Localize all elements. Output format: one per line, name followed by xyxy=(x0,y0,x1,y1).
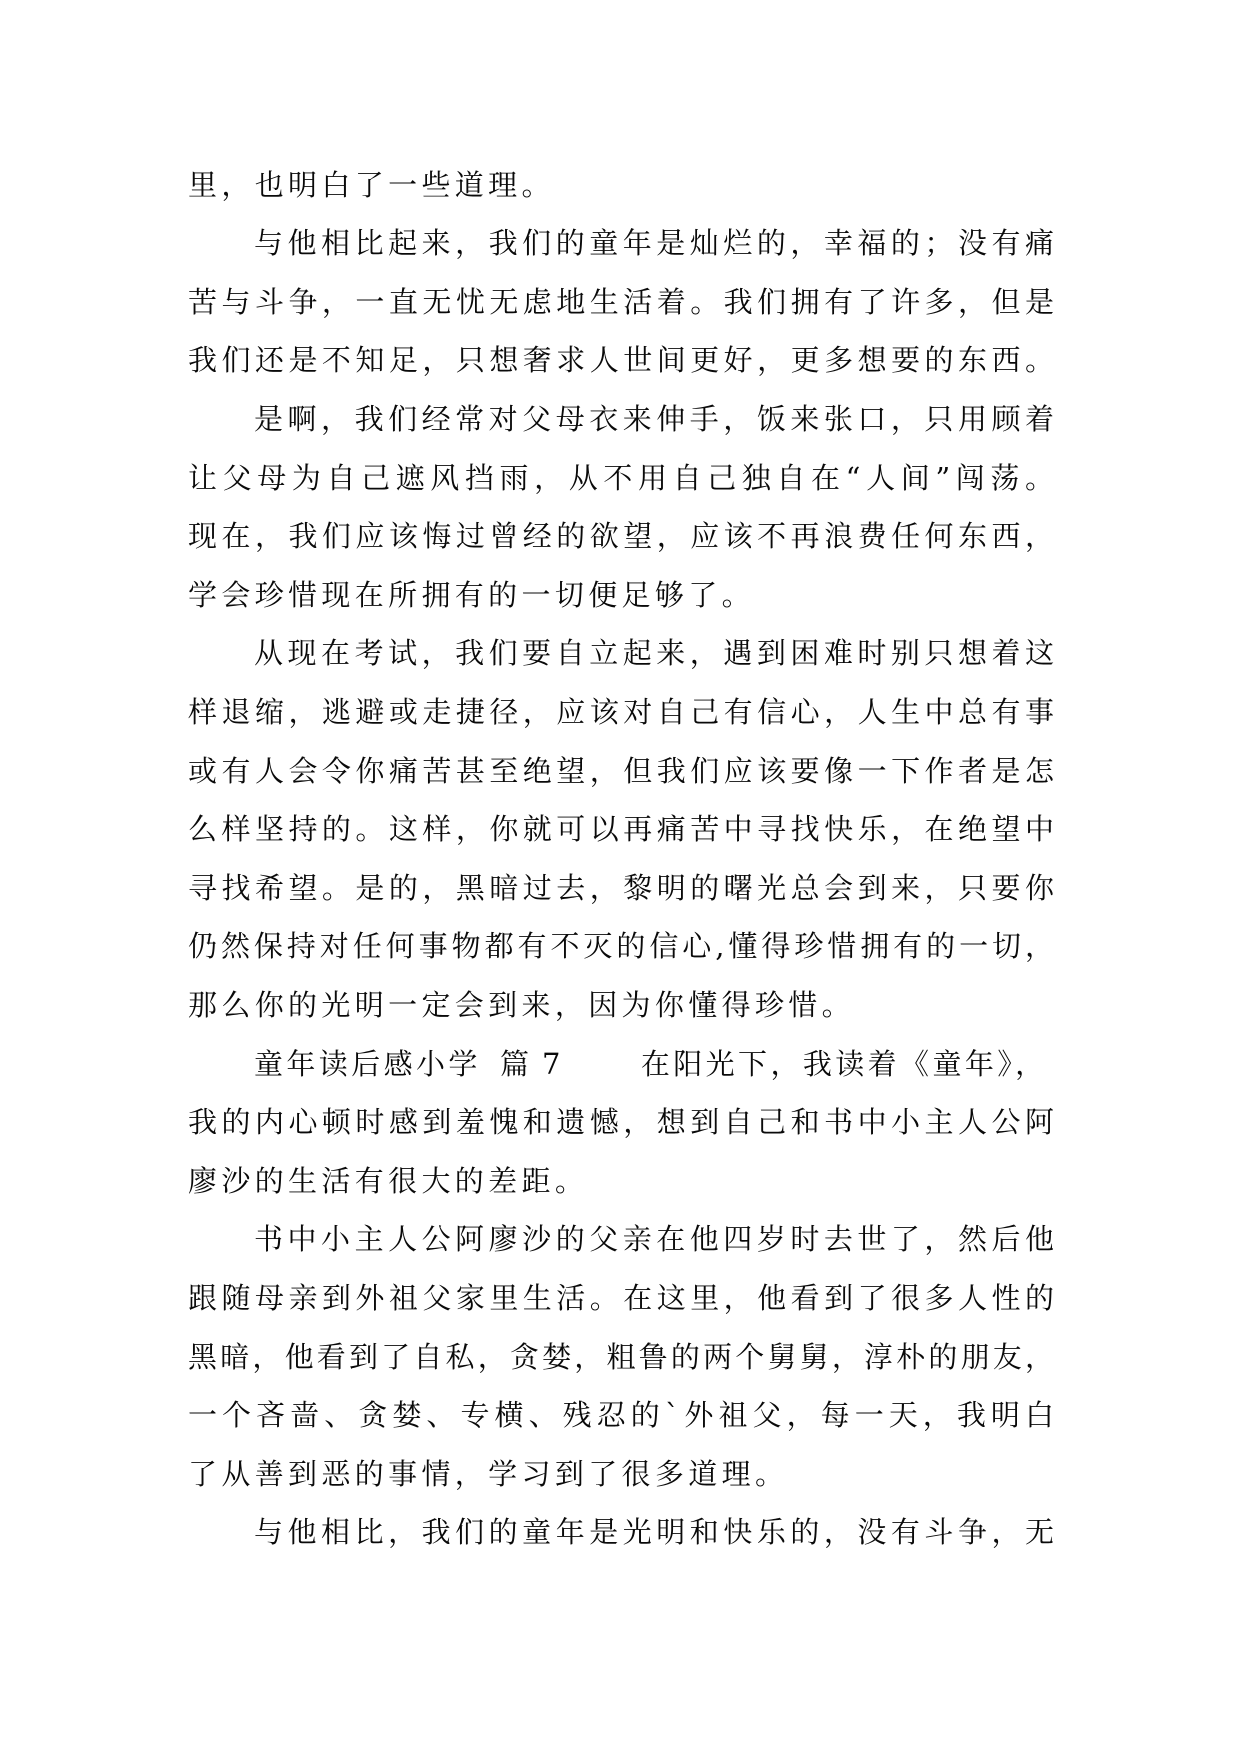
text-line: 廖沙的生活有很大的差距。 xyxy=(188,1163,589,1198)
text-line: 么样坚持的。这样，你就可以再痛苦中寻找快乐，在绝望中 xyxy=(188,812,1055,847)
text-line: 从现在考试，我们要自立起来，遇到困难时别只想着这 xyxy=(254,636,1055,671)
text-line: 一个吝啬、贪婪、专横、残忍的`外祖父，每一天，我明白 xyxy=(188,1398,1055,1433)
text-line: 寻找希望。是的，黑暗过去，黎明的曙光总会到来，只要你 xyxy=(188,870,1055,905)
text-line: 里，也明白了一些道理。 xyxy=(188,167,555,202)
text-line: 那么你的光明一定会到来，因为你懂得珍惜。 xyxy=(188,987,856,1022)
text-line: 跟随母亲到外祖父家里生活。在这里，他看到了很多人性的 xyxy=(188,1280,1055,1315)
text-line: 与他相比起来，我们的童年是灿烂的，幸福的；没有痛 xyxy=(254,226,1055,261)
text-line: 仍然保持对任何事物都有不灭的信心,懂得珍惜拥有的一切， xyxy=(188,929,1055,964)
text-line: 学会珍惜现在所拥有的一切便足够了。 xyxy=(188,577,755,612)
text-line: 我的内心顿时感到羞愧和遗憾，想到自己和书中小主人公阿 xyxy=(188,1105,1055,1140)
text-line: 书中小主人公阿廖沙的父亲在他四岁时去世了，然后他 xyxy=(254,1222,1055,1257)
text-line: 了从善到恶的事情，学习到了很多道理。 xyxy=(188,1456,789,1491)
text-line: 让父母为自己遮风挡雨，从不用自己独自在“人间”闯荡。 xyxy=(188,460,1055,495)
text-line: 苦与斗争，一直无忧无虑地生活着。我们拥有了许多，但是 xyxy=(188,284,1055,319)
text-line: 是啊，我们经常对父母衣来伸手，饭来张口，只用顾着 xyxy=(254,401,1055,436)
text-line: 我们还是不知足，只想奢求人世间更好，更多想要的东西。 xyxy=(188,343,1055,378)
text-line: 样退缩，逃避或走捷径，应该对自己有信心，人生中总有事 xyxy=(188,694,1055,729)
text-line: 现在，我们应该悔过曾经的欲望，应该不再浪费任何东西， xyxy=(188,519,1055,554)
text-line: 黑暗，他看到了自私，贪婪，粗鲁的两个舅舅，淳朴的朋友， xyxy=(188,1339,1055,1374)
section-heading-line: 童年读后感小学 篇 7 在阳光下，我读着《童年》， xyxy=(254,1046,1048,1081)
text-line: 或有人会令你痛苦甚至绝望，但我们应该要像一下作者是怎 xyxy=(188,753,1055,788)
text-line: 与他相比，我们的童年是光明和快乐的，没有斗争，无 xyxy=(254,1515,1055,1550)
